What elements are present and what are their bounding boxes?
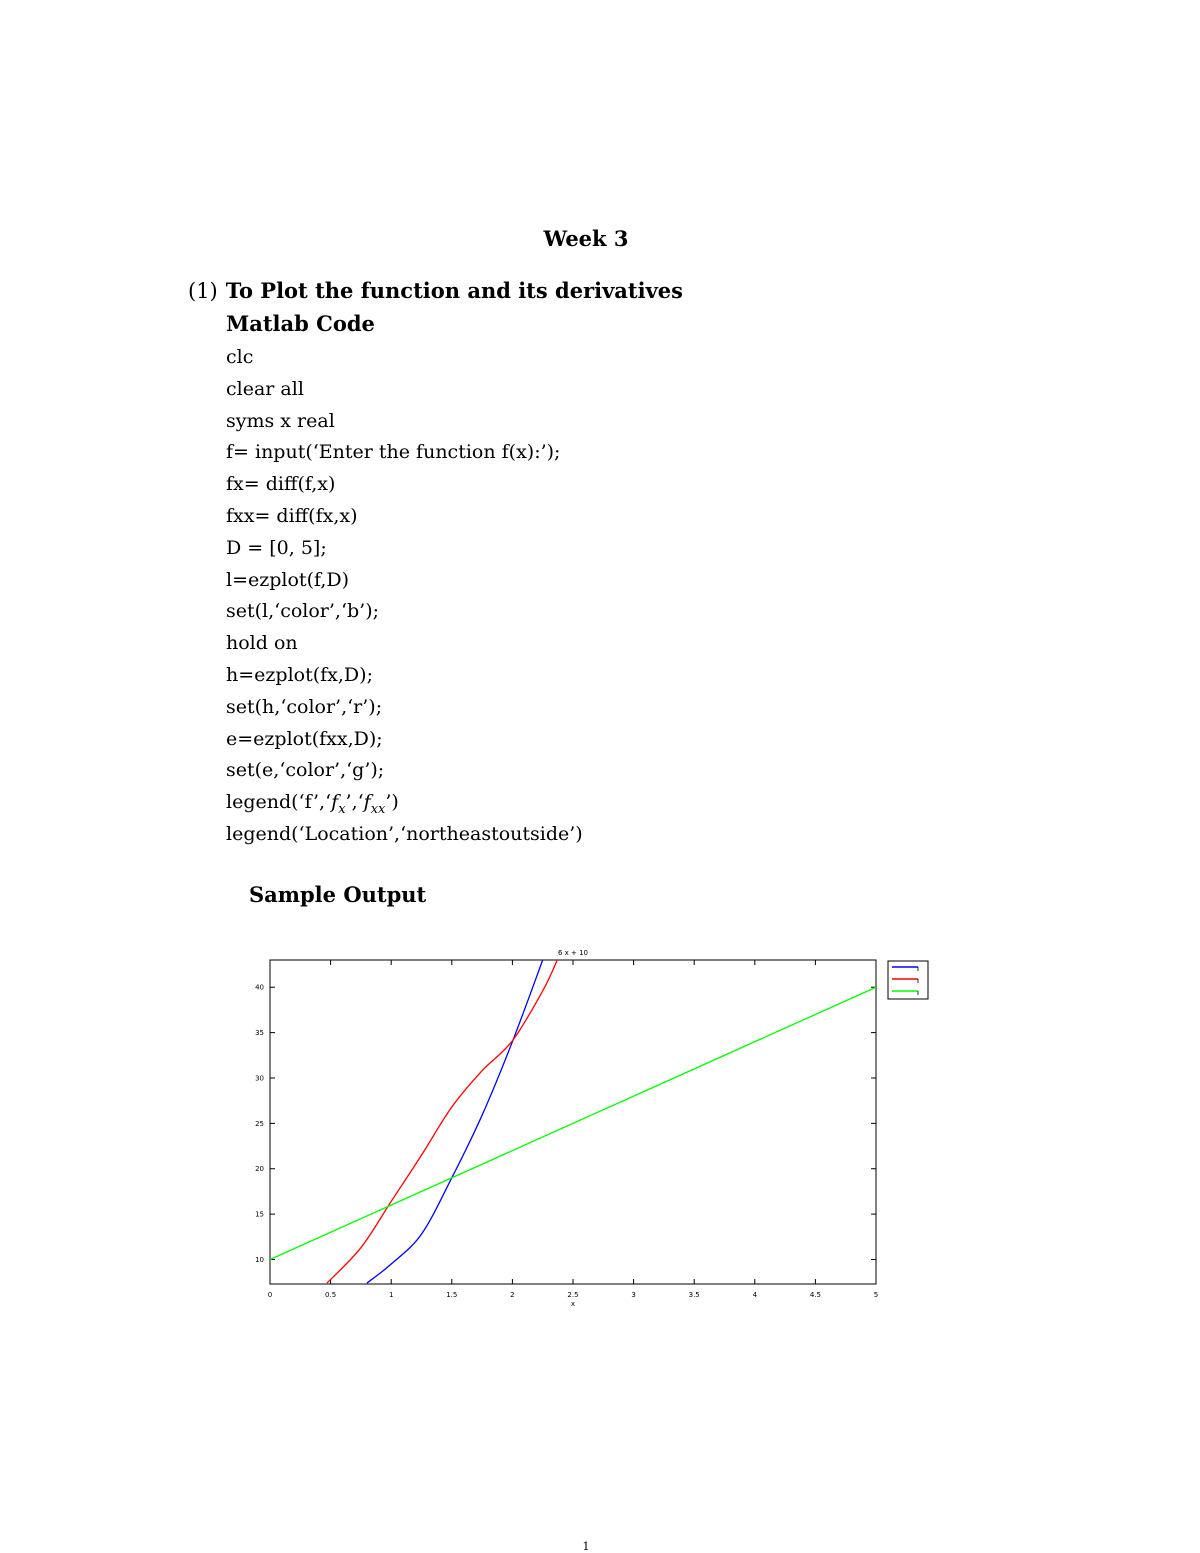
code-line: legend(‘Location’,‘northeastoutside’) <box>226 822 583 845</box>
x-tick-label: 3 <box>631 1291 636 1299</box>
page-title: Week 3 <box>543 226 629 251</box>
code-heading: Matlab Code <box>226 311 375 336</box>
section-number: (1) <box>188 279 218 303</box>
plot-area <box>270 960 876 1284</box>
code-line: D = [0, 5]; <box>226 536 327 559</box>
section-title: To Plot the function and its derivatives <box>225 278 683 303</box>
code-line: hold on <box>226 632 298 655</box>
x-tick-label: 0 <box>267 1291 273 1299</box>
y-tick-label: 30 <box>255 1074 264 1083</box>
x-tick-label: 4 <box>752 1291 758 1299</box>
x-tick-label: 2 <box>510 1291 515 1299</box>
y-tick-label: 40 <box>255 983 264 992</box>
x-axis-label: x <box>570 1300 576 1308</box>
code-line: $legend(‘f’,‘f_x’,‘f_{xx}’)$ <box>226 791 399 817</box>
code-line: clear all <box>226 377 304 400</box>
x-tick-label: 3.5 <box>688 1291 700 1299</box>
y-tick-label: 35 <box>255 1029 264 1038</box>
code-line: clc <box>226 346 254 368</box>
sample-output-label: Sample Output <box>249 882 427 907</box>
x-tick-label: 1 <box>388 1291 394 1299</box>
y-tick-label: 20 <box>255 1165 264 1174</box>
x-tick-label: 0.5 <box>325 1291 337 1299</box>
x-tick-label: 2.5 <box>567 1291 579 1299</box>
x-tick-label: 5 <box>873 1291 879 1299</box>
page-number: 1 <box>582 1540 590 1553</box>
code-line: set(l,‘color’,‘b’); <box>226 600 380 623</box>
code-line: set(e,‘color’,‘g’); <box>226 759 385 782</box>
sample-output-plot <box>250 940 950 1320</box>
code-line: h=ezplot(fx,D); <box>226 663 373 686</box>
code-line: l=ezplot(f,D) <box>226 568 350 591</box>
code-listing <box>226 342 583 851</box>
code-line: fx= diff(f,x) <box>226 473 336 496</box>
x-tick-label: 4.5 <box>809 1291 821 1299</box>
y-tick-label: 10 <box>255 1255 264 1264</box>
math-subscript: $f_x$ <box>331 791 346 817</box>
code-line: fxx= diff(fx,x) <box>226 504 358 527</box>
y-tick-label: 15 <box>255 1210 264 1219</box>
x-tick-label: 1.5 <box>446 1291 458 1299</box>
chart-title: 6 x + 10 <box>557 949 589 957</box>
code-line: e=ezplot(fxx,D); <box>226 727 383 750</box>
legend <box>888 961 928 999</box>
math-subscript: $f_{xx}$ <box>363 791 386 817</box>
code-line: set(h,‘color’,‘r’); <box>226 695 383 718</box>
y-tick-label: 25 <box>255 1119 264 1128</box>
code-line: syms x real <box>226 409 335 432</box>
code-line: f= input(‘Enter the function f(x):’); <box>226 441 561 464</box>
section-heading <box>188 278 683 303</box>
